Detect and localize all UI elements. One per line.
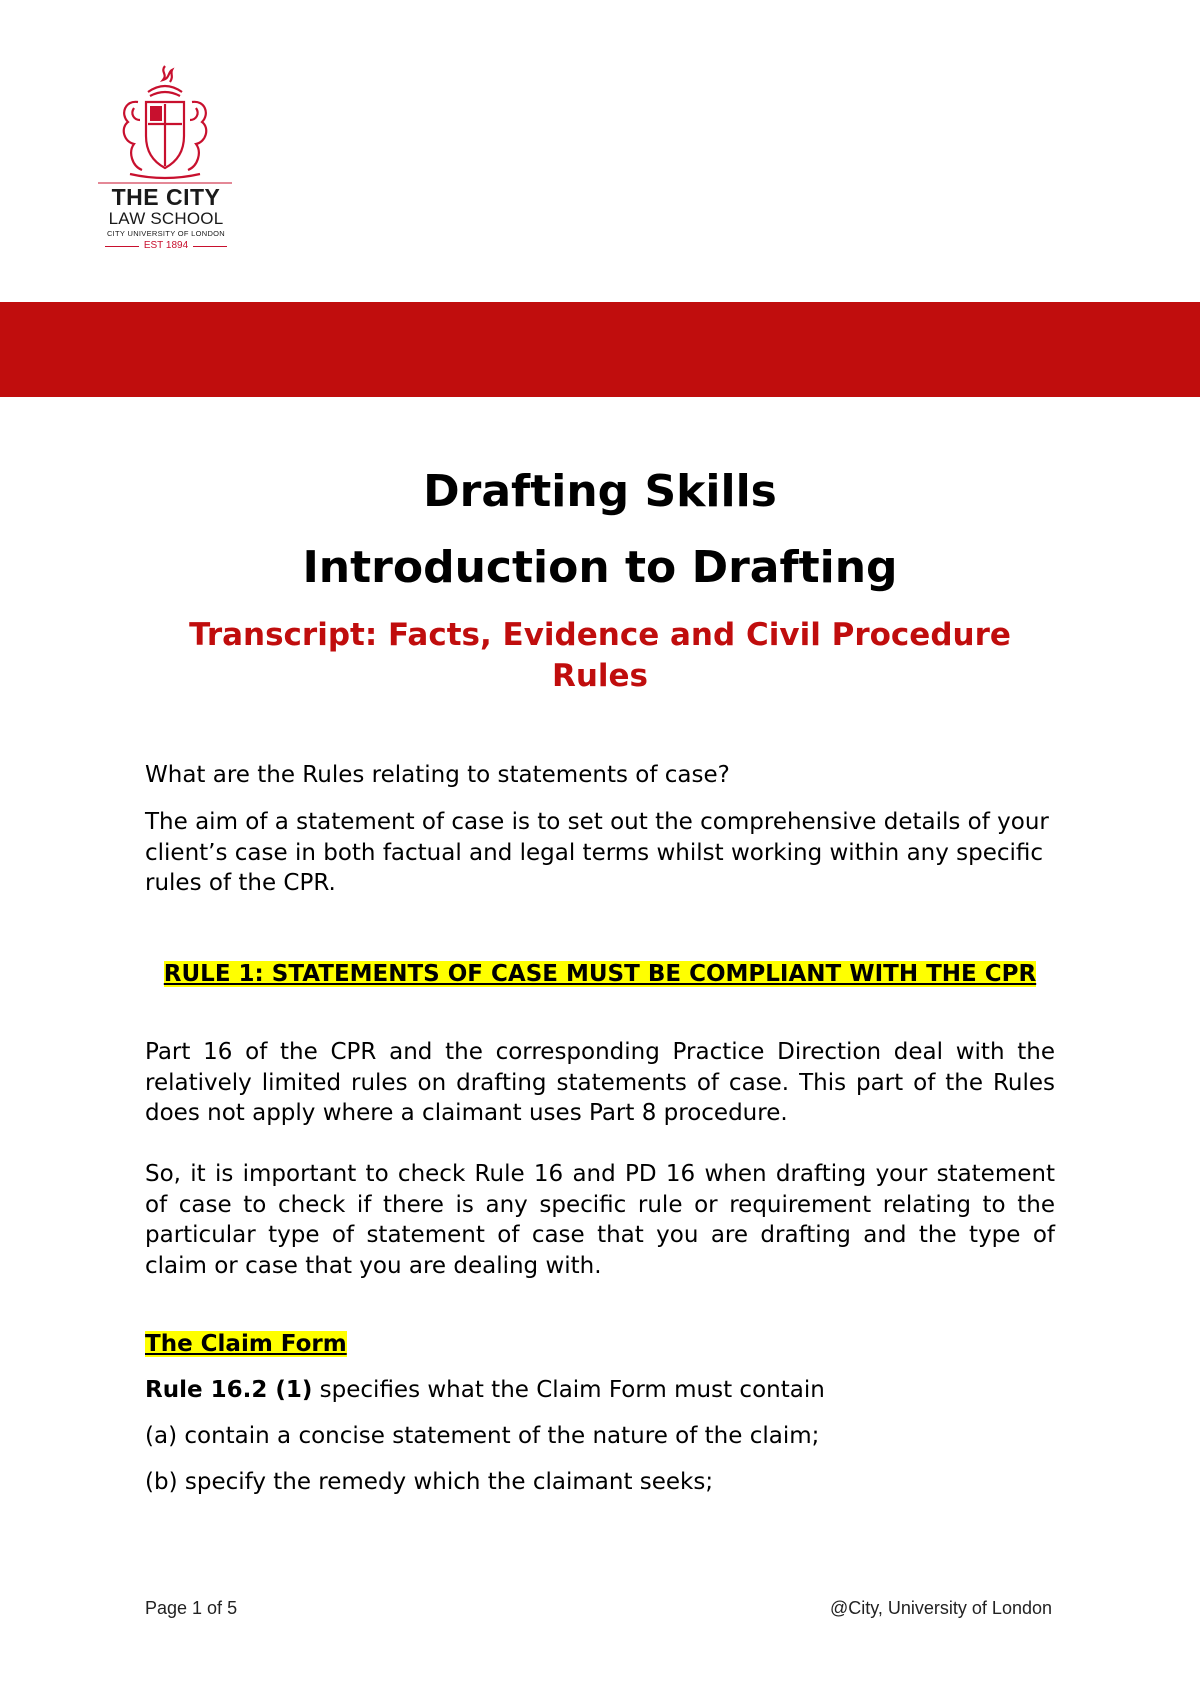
logo-established-text: EST 1894 (143, 240, 189, 251)
rule1-heading (145, 959, 1055, 990)
coat-of-arms-icon (90, 62, 240, 184)
rule1-paragraph-1: Part 16 of the CPR and the corresponding Practice Direction deal with the relatively limited rules on drafting statements of case. This part of the Rules does not apply where a claimant uses Part 8 procedure. (145, 1039, 1055, 1126)
divider (105, 246, 139, 247)
logo-name-line1: THE CITY (111, 184, 221, 210)
claim-form-heading (145, 1329, 347, 1360)
rule1-heading-text: RULE 1: STATEMENTS OF CASE MUST BE COMPLIANT WITH THE CPR (163, 961, 1037, 987)
logo-established (96, 239, 236, 253)
rule1-paragraph-2: So, it is important to check Rule 16 and PD 16 when drafting your statement of case to check if there is any specific rule or requirement relating to the particular type of statement of case that you are drafting and the type of claim or case that you are dealing with. (145, 1161, 1055, 1279)
logo-wordmark (96, 184, 236, 253)
footer-copyright: @City, University of London (829, 1598, 1052, 1618)
footer-page-number: Page 1 of 5 (145, 1598, 238, 1618)
transcript-title: Transcript: Facts, Evidence and Civil Procedure Rules (189, 617, 1011, 694)
rule-text: specifies what the Claim Form must contain (312, 1377, 825, 1403)
claim-form-rule-line (145, 1375, 1055, 1406)
logo-university: CITY UNIVERSITY OF LONDON (106, 229, 226, 238)
logo-name-line2: LAW SCHOOL (108, 209, 224, 228)
claim-form-item-b: (b) specify the remedy which the claimant seeks; (145, 1469, 714, 1495)
document-subtitle-main: Introduction to Drafting (302, 542, 898, 593)
rule-reference: Rule 16.2 (1) (145, 1377, 313, 1403)
document-title: Drafting Skills (423, 466, 777, 517)
city-law-school-logo (90, 62, 240, 262)
header-banner (0, 302, 1200, 397)
claim-form-heading-text: The Claim Form (145, 1331, 347, 1357)
intro-aim-paragraph: The aim of a statement of case is to set out the comprehensive details of your client’s case in both factual and legal terms whilst working within any specific rules of the CPR. (145, 809, 1049, 896)
intro-question: What are the Rules relating to statements of case? (145, 762, 730, 788)
claim-form-item-a: (a) contain a concise statement of the nature of the claim; (145, 1423, 820, 1449)
divider (193, 246, 227, 247)
